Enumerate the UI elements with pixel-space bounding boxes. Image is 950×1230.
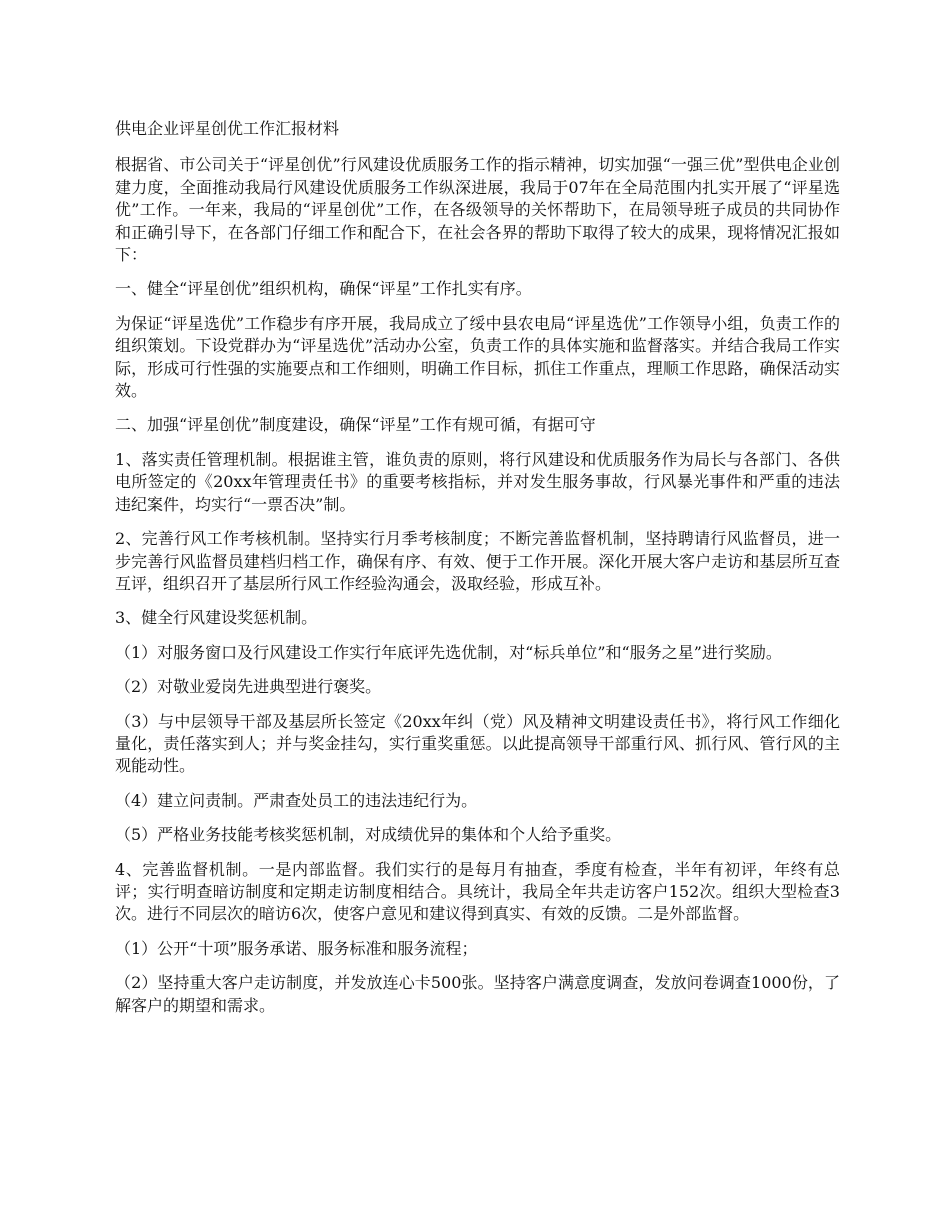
- body-paragraph: 为保证“评星选优”工作稳步有序开展，我局成立了绥中县农电局“评星选优”工作领导小组，负责工作的组织策划。下设党群办为“评星选优”活动办公室，负责工作的具体实施和监督落实。并结合我局工作实际，形成可行性强的实施要点和工作细则，明确工作目标，抓住工作重点，理顺工作思路，确保活动实效。: [115, 313, 840, 401]
- section-heading-2: 二、加强“评星创优”制度建设，确保“评星”工作有规可循，有据可守: [115, 415, 596, 435]
- body-paragraph: 4、完善监督机制。一是内部监督。我们实行的是每月有抽查，季度有检查，半年有初评，年终有总评；实行明查暗访制度和定期走访制度相结合。具统计，我局全年共走访客户152次。组织大型检查3次。进行不同层次的暗访6次，使客户意见和建议得到真实、有效的反馈。二是外部监督。: [115, 859, 840, 924]
- document-page: [115, 118, 840, 1029]
- body-paragraph: 2、完善行风工作考核机制。坚持实行月季考核制度；不断完善监督机制，坚持聘请行风监督员，进一步完善行风监督员建档归档工作，确保有序、有效、便于工作开展。深化开展大客户走访和基层所互查互评，组织召开了基层所行风工作经验沟通会，汲取经验，形成互补。: [115, 529, 840, 593]
- list-item: （2）坚持重大客户走访制度，并发放连心卡500张。坚持客户满意度调查，发放问卷调查1000份，了解客户的期望和需求。: [115, 973, 840, 1015]
- intro-paragraph: 根据省、市公司关于“评星创优”行风建设优质服务工作的指示精神，切实加强“一强三优”型供电企业创建力度，全面推动我局行风建设优质服务工作纵深进展，我局于07年在全局范围内扎实开展了“评星选优”工作。一年来，我局的“评星创优”工作，在各级领导的关怀帮助下，在局领导班子成员的共同协作和正确引导下，在各部门仔细工作和配合下，在社会各界的帮助下取得了较大的成果，现将情况汇报如下：: [115, 155, 840, 265]
- list-item: （1）对服务窗口及行风建设工作实行年底评先选优制，对“标兵单位”和“服务之星”进行奖励。: [115, 642, 782, 662]
- list-item: （3）与中层领导干部及基层所长签定《20xx年纠（党）风及精神文明建设责任书》，将行风工作细化量化，责任落实到人；并与奖金挂勾，实行重奖重惩。以此提高领导干部重行风、抓行风、管行风的主观能动性。: [115, 711, 840, 776]
- body-paragraph: 1、落实责任管理机制。根据谁主管，谁负责的原则，将行风建设和优质服务作为局长与各部门、各供电所签定的《20xx年管理责任书》的重要考核指标，并对发生服务事故，行风暴光事件和严重的违法违纪案件，均实行“一票否决”制。: [115, 449, 840, 514]
- body-paragraph: 3、健全行风建设奖惩机制。: [115, 608, 318, 628]
- list-item: （5）严格业务技能考核奖惩机制，对成绩优异的集体和个人给予重奖。: [115, 825, 622, 845]
- section-heading-1: 一、健全“评星创优”组织机构，确保“评星”工作扎实有序。: [115, 279, 532, 299]
- list-item: （4）建立问责制。严肃查处员工的违法违纪行为。: [115, 790, 478, 810]
- list-item: （2）对敬业爱岗先进典型进行褒奖。: [115, 677, 382, 697]
- document-title: 供电企业评星创优工作汇报材料: [115, 119, 340, 138]
- list-item: （1）公开“十项”服务承诺、服务标准和服务流程；: [115, 938, 478, 958]
